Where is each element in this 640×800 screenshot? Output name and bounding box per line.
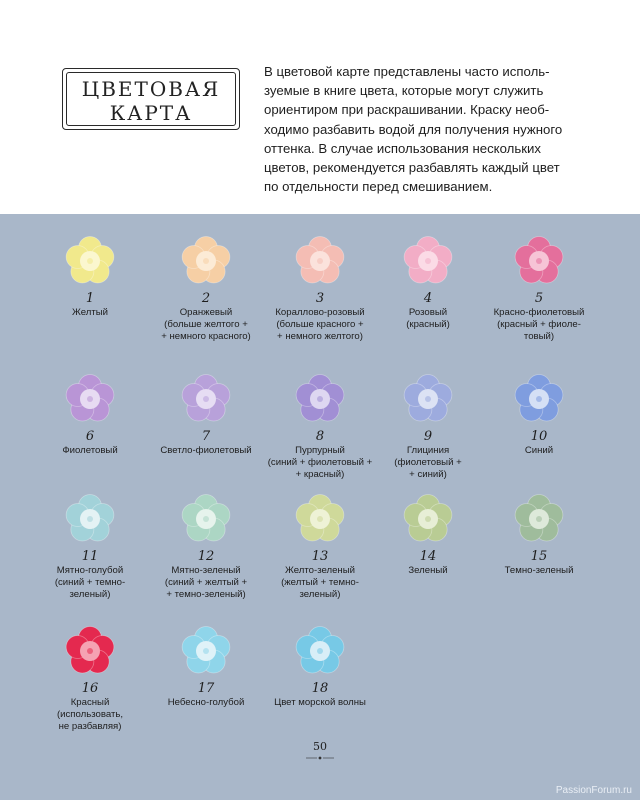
swatch-number: 14	[419, 549, 437, 564]
swatch-label-line: Желто-зеленый	[285, 565, 355, 576]
swatch-label-line: не разбавляя)	[58, 721, 122, 732]
swatch-number: 2	[201, 291, 211, 306]
swatch-label-line: Мятно-зеленый	[171, 565, 241, 576]
swatch-number: 11	[81, 549, 99, 564]
swatch-label	[25, 697, 155, 733]
swatch-label-line: + красный)	[295, 469, 345, 480]
flower-swatch-icon	[295, 236, 345, 286]
flower-swatch-icon	[514, 236, 564, 286]
title-frame	[62, 68, 240, 130]
swatch-label	[474, 445, 604, 457]
color-swatch-15	[474, 494, 604, 577]
swatch-label	[141, 445, 271, 457]
swatch-label	[25, 307, 155, 319]
swatch-number: 4	[423, 291, 433, 306]
swatch-number: 5	[534, 291, 544, 306]
swatch-label-line: (красный)	[406, 319, 450, 330]
swatch-label-line: Пурпурный	[295, 445, 345, 456]
color-swatch-17	[141, 626, 271, 709]
color-swatch-6	[25, 374, 155, 457]
flower-swatch-icon	[295, 374, 345, 424]
swatch-number: 12	[197, 549, 215, 564]
swatch-label-line: Кораллово-розовый	[275, 307, 365, 318]
swatch-number: 13	[311, 549, 329, 564]
swatch-label-line: Мятно-голубой	[56, 565, 124, 576]
swatch-number: 16	[81, 681, 99, 696]
color-chart	[0, 214, 640, 800]
page-number-ornament	[306, 755, 334, 761]
swatch-label-line: зеленый)	[299, 589, 341, 600]
flower-swatch-icon	[181, 236, 231, 286]
flower-swatch-icon	[65, 374, 115, 424]
swatch-label	[474, 565, 604, 577]
swatch-label-line: Темно-зеленый	[504, 565, 574, 576]
flower-swatch-icon	[65, 236, 115, 286]
swatch-label-line: Фиолетовый	[62, 445, 118, 456]
swatch-label-line: Желтый	[71, 307, 108, 318]
swatch-number: 15	[530, 549, 548, 564]
page-title-line-1: ЦВЕТОВАЯ	[81, 77, 221, 101]
swatch-label	[25, 565, 155, 601]
swatch-number: 17	[197, 681, 215, 696]
swatch-number: 7	[201, 429, 211, 444]
flower-swatch-icon	[403, 494, 453, 544]
swatch-number: 10	[530, 429, 548, 444]
color-swatch-7	[141, 374, 271, 457]
swatch-label-line: (синий + желтый +	[164, 577, 248, 588]
flower-swatch-icon	[295, 626, 345, 676]
intro-line: В цветовой карте представлены часто исполь-	[264, 64, 550, 79]
swatch-label-line: + немного красного)	[161, 331, 251, 342]
swatch-label-line: (синий + темно-	[54, 577, 126, 588]
swatch-label-line: + немного желтого)	[277, 331, 363, 342]
intro-line: ориентиром при раскрашивании. Краску необ-	[264, 102, 550, 118]
color-swatch-18	[255, 626, 385, 709]
color-swatch-11	[25, 494, 155, 601]
flower-swatch-icon	[181, 374, 231, 424]
swatch-label	[25, 445, 155, 457]
header-section	[0, 0, 640, 214]
color-swatch-10	[474, 374, 604, 457]
swatch-label-line: Цвет морской волны	[274, 697, 366, 708]
swatch-number: 9	[423, 429, 433, 444]
swatch-label	[141, 307, 271, 343]
flower-swatch-icon	[65, 494, 115, 544]
watermark: PassionForum.ru	[555, 785, 632, 796]
swatch-label-line: Синий	[524, 445, 554, 456]
intro-paragraph	[264, 62, 594, 196]
swatch-label-line: (желтый + темно-	[281, 577, 359, 588]
swatch-label-line: Небесно-голубой	[167, 697, 245, 708]
color-swatch-12	[141, 494, 271, 601]
swatch-number: 6	[85, 429, 95, 444]
swatch-label-line: (использовать,	[56, 709, 124, 720]
flower-swatch-icon	[181, 494, 231, 544]
swatch-label-line: Красно-фиолетовый	[493, 307, 585, 318]
swatch-number: 18	[311, 681, 329, 696]
swatch-label-line: + синий)	[409, 469, 447, 480]
swatch-label-line: (больше красного +	[276, 319, 364, 330]
swatch-label-line: (больше желтого +	[164, 319, 248, 330]
swatch-label-line: (фиолетовый +	[394, 457, 462, 468]
swatch-label-line: Красный	[70, 697, 110, 708]
page-number: 50	[313, 740, 327, 753]
color-swatch-5	[474, 236, 604, 343]
swatch-number: 1	[85, 291, 95, 306]
swatch-label	[255, 697, 385, 709]
swatch-label-line: Глициния	[406, 445, 450, 456]
flower-swatch-icon	[65, 626, 115, 676]
swatch-number: 3	[315, 291, 325, 306]
intro-line: ходимо разбавить водой для получения нужного	[264, 121, 563, 137]
swatch-label-line: (красный + фиоле-	[497, 319, 581, 330]
swatch-label	[141, 697, 271, 709]
swatch-number: 8	[315, 429, 325, 444]
color-swatch-2	[141, 236, 271, 343]
color-swatch-1	[25, 236, 155, 319]
page-title-line-2: КАРТА	[109, 101, 193, 125]
swatch-label	[474, 307, 604, 343]
swatch-label-line: Розовый	[408, 307, 448, 318]
intro-line: цветов, рекомендуется разбавлять каждый цвет	[264, 160, 560, 176]
flower-swatch-icon	[295, 494, 345, 544]
flower-swatch-icon	[181, 626, 231, 676]
swatch-label-line: (синий + фиолетовый +	[267, 457, 373, 468]
swatch-label-line: + темно-зеленый)	[166, 589, 246, 600]
flower-swatch-icon	[514, 374, 564, 424]
intro-line: зуемые в книге цвета, которые могут служить	[264, 83, 544, 99]
swatch-label-line: Зеленый	[408, 565, 448, 576]
swatch-label-line: Светло-фиолетовый	[160, 445, 252, 456]
flower-swatch-icon	[514, 494, 564, 544]
intro-line: оттенка. В случае использования нескольких	[264, 140, 541, 156]
intro-line: по отдельности перед смешиванием.	[264, 179, 493, 195]
swatch-label-line: Оранжевый	[179, 307, 233, 318]
swatch-label-line: зеленый)	[69, 589, 111, 600]
color-swatch-16	[25, 626, 155, 733]
swatch-label	[141, 565, 271, 601]
flower-swatch-icon	[403, 236, 453, 286]
flower-swatch-icon	[403, 374, 453, 424]
swatch-label-line: товый)	[523, 331, 555, 342]
